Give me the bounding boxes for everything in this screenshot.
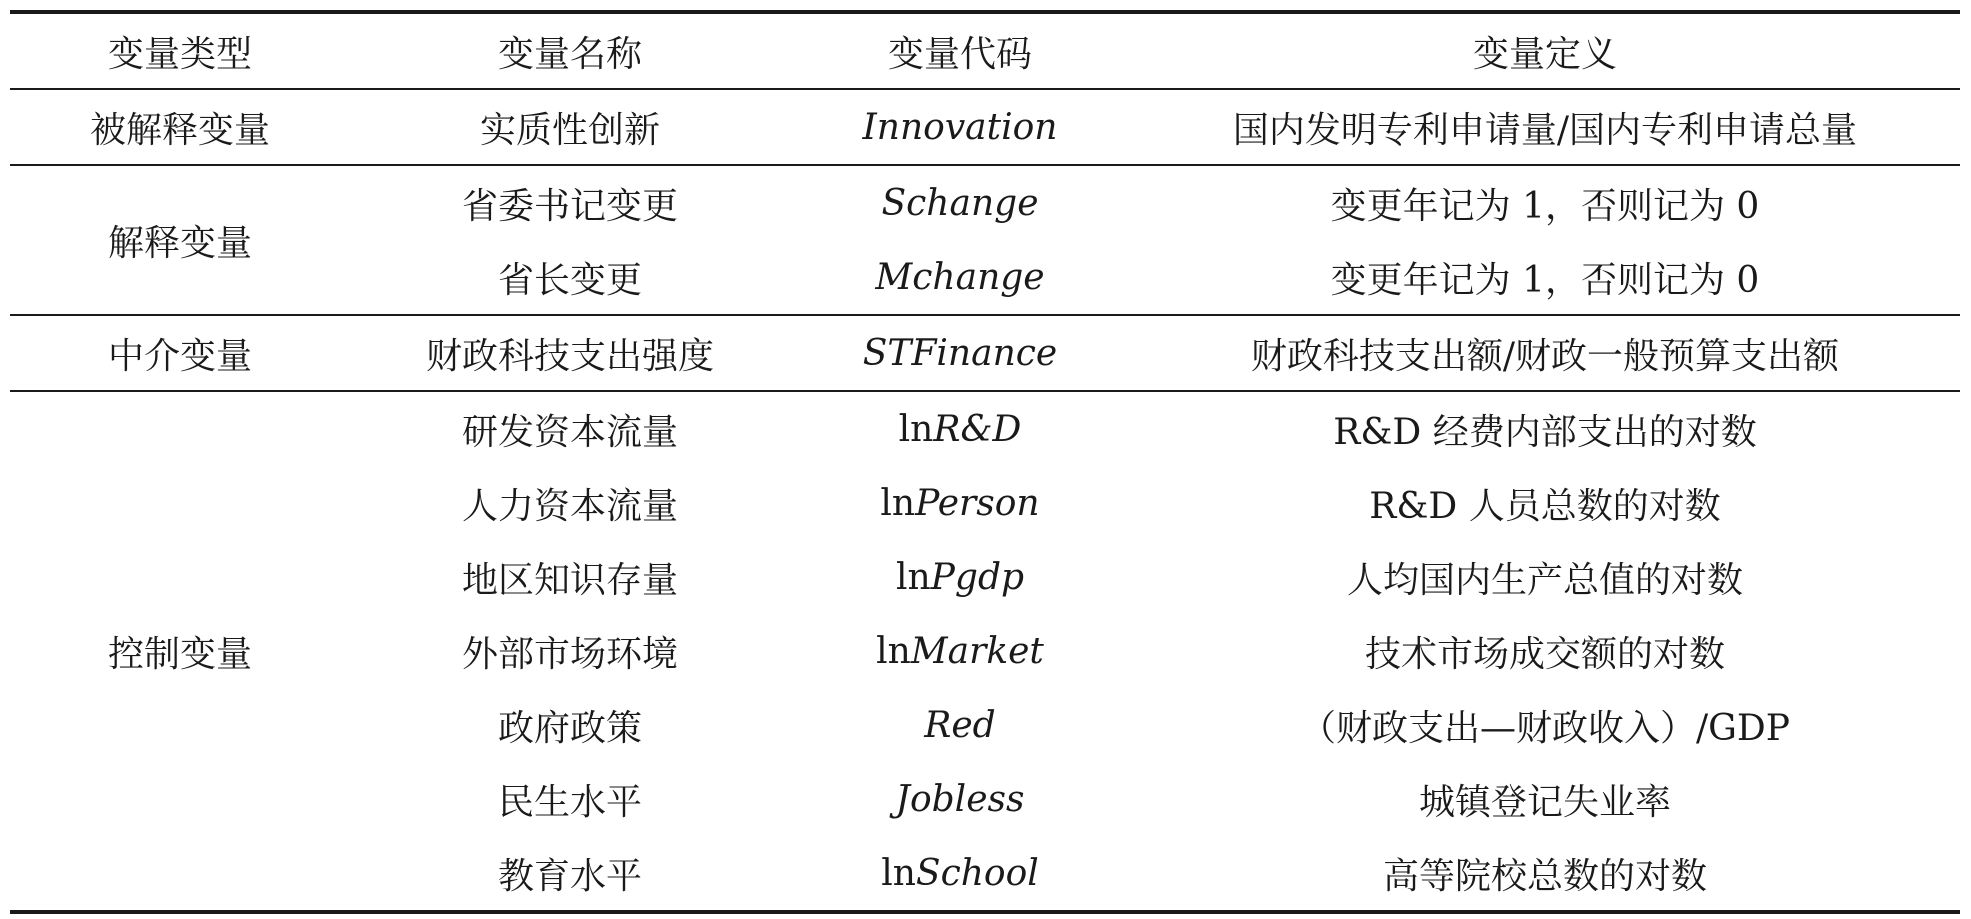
- variable-definition-cell: 高等院校总数的对数: [1382, 855, 1707, 897]
- variable-code: R&D: [933, 408, 1022, 450]
- variable-definition-cell: 财政科技支出额/财政一般预算支出额: [1250, 335, 1840, 377]
- variable-code: Pgdp: [930, 556, 1025, 598]
- variable-definition-cell: （财政支出—财政收入）/GDP: [1300, 707, 1790, 749]
- variable-code-cell: [790, 466, 1130, 540]
- variable-definition-cell: 变更年记为 1，否则记为 0: [1330, 259, 1760, 301]
- variable-name-cell: 政府政策: [497, 707, 642, 749]
- variable-definition-cell: 国内发明专利申请量/国内专利申请总量: [1232, 109, 1858, 151]
- header-variable-code: 变量代码: [887, 33, 1032, 75]
- variable-code-prefix: ln: [881, 852, 916, 894]
- variable-name-cell: 财政科技支出强度: [425, 335, 714, 377]
- variable-code: Person: [915, 482, 1040, 524]
- table-group: [10, 391, 1960, 912]
- variable-name-cell: 省长变更: [497, 259, 642, 301]
- variable-code: Red: [924, 704, 996, 746]
- variable-code: STFinance: [862, 332, 1058, 374]
- variable-code-cell: [790, 89, 1130, 165]
- variable-code-cell: [790, 688, 1130, 762]
- variable-code: Jobless: [895, 778, 1025, 820]
- variable-code-cell: [790, 614, 1130, 688]
- variable-definition-table-container: [10, 10, 1960, 914]
- variable-code-cell: [790, 391, 1130, 466]
- variable-definition-cell: 城镇登记失业率: [1418, 781, 1671, 823]
- variable-definition-cell: R&D 人员总数的对数: [1369, 485, 1721, 527]
- header-row: [10, 12, 1960, 89]
- variable-name-cell: 外部市场环境: [461, 633, 678, 675]
- variable-code-prefix: ln: [898, 408, 934, 450]
- variable-code-prefix: ln: [876, 630, 911, 672]
- variable-type-cell: 控制变量: [107, 633, 252, 675]
- header-variable-definition: 变量定义: [1472, 33, 1617, 75]
- variable-name-cell: 地区知识存量: [461, 559, 678, 601]
- variable-type-cell: 中介变量: [107, 335, 252, 377]
- variable-definition-cell: 变更年记为 1，否则记为 0: [1330, 185, 1760, 227]
- variable-code-cell: [790, 836, 1130, 912]
- variable-code-cell: [790, 165, 1130, 240]
- variable-definition-cell: R&D 经费内部支出的对数: [1333, 411, 1757, 453]
- variable-definition-cell: 人均国内生产总值的对数: [1346, 559, 1743, 601]
- variable-code: School: [915, 852, 1039, 894]
- header-variable-name: 变量名称: [497, 33, 642, 75]
- table-group: [10, 89, 1960, 165]
- variable-definition-table: [10, 10, 1960, 914]
- variable-type-cell: 解释变量: [107, 222, 252, 264]
- variable-code: Schange: [881, 182, 1039, 224]
- variable-code: Mchange: [875, 256, 1045, 298]
- table-row: [10, 315, 1960, 391]
- variable-name-cell: 教育水平: [497, 855, 642, 897]
- variable-code-cell: [790, 762, 1130, 836]
- table-group: [10, 315, 1960, 391]
- header-variable-type: 变量类型: [107, 33, 252, 75]
- variable-code: Market: [910, 630, 1044, 672]
- variable-name-cell: 人力资本流量: [461, 485, 678, 527]
- variable-name-cell: 省委书记变更: [461, 185, 678, 227]
- variable-code-cell: [790, 240, 1130, 315]
- table-row: [10, 89, 1960, 165]
- variable-code-prefix: ln: [880, 482, 916, 524]
- variable-name-cell: 研发资本流量: [461, 411, 678, 453]
- variable-definition-cell: 技术市场成交额的对数: [1364, 633, 1725, 675]
- variable-code-cell: [790, 315, 1130, 391]
- table-row: [10, 165, 1960, 240]
- variable-type-cell: 被解释变量: [89, 109, 270, 151]
- variable-name-cell: 民生水平: [497, 781, 642, 823]
- variable-code-cell: [790, 540, 1130, 614]
- table-group: [10, 165, 1960, 315]
- variable-name-cell: 实质性创新: [479, 109, 660, 151]
- variable-code: Innovation: [862, 106, 1058, 148]
- variable-code-prefix: ln: [895, 556, 931, 598]
- table-row: [10, 391, 1960, 466]
